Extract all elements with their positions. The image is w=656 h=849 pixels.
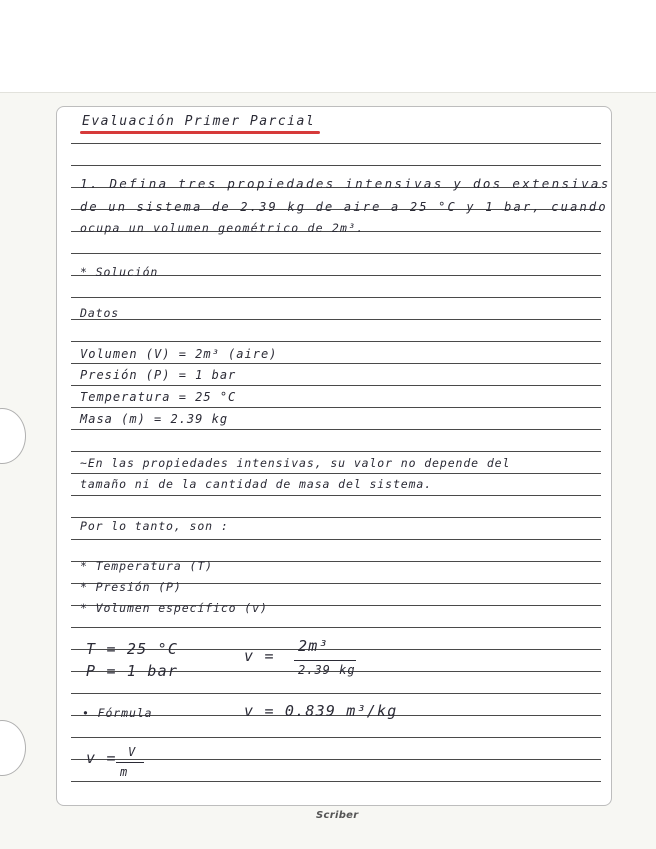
value-temperature: T = 25 °C bbox=[86, 640, 179, 658]
rule-line bbox=[71, 473, 601, 474]
data-item-pressure: Presión (P) = 1 bar bbox=[80, 368, 237, 382]
calc-v-prefix: v = bbox=[244, 647, 275, 665]
formula-denominator: m bbox=[120, 765, 129, 779]
therefore-line: Por lo tanto, son : bbox=[80, 519, 229, 533]
rule-line bbox=[71, 429, 601, 430]
calc-numerator: 2m³ bbox=[298, 637, 329, 655]
note-line-2: tamaño ni de la cantidad de masa del sistema. bbox=[80, 477, 433, 491]
rule-line bbox=[71, 517, 601, 518]
question-line-2: de un sistema de 2.39 kg de aire a 25 °C y 1 bar, cuando bbox=[80, 200, 608, 214]
rule-line bbox=[71, 539, 601, 540]
calc-denominator: 2.39 kg bbox=[298, 663, 356, 677]
rule-line bbox=[71, 781, 601, 782]
rule-line bbox=[71, 363, 601, 364]
rule-line bbox=[71, 407, 601, 408]
rule-line bbox=[71, 319, 601, 320]
formula-lhs: v = bbox=[86, 749, 117, 767]
solution-heading: * Solución bbox=[80, 265, 159, 279]
rule-line bbox=[71, 495, 601, 496]
brand-logo: Scriber bbox=[316, 810, 359, 821]
formula-numerator: V bbox=[128, 745, 137, 759]
data-heading: Datos bbox=[80, 306, 120, 320]
rule-line bbox=[71, 165, 601, 166]
rule-line bbox=[71, 451, 601, 452]
data-item-mass: Masa (m) = 2.39 kg bbox=[80, 412, 229, 426]
result-value: v = 0.839 m³/kg bbox=[244, 702, 398, 720]
title-underline bbox=[80, 131, 320, 134]
property-pressure: * Presión (P) bbox=[80, 580, 182, 594]
rule-line bbox=[71, 297, 601, 298]
formula-label: • Fórmula bbox=[82, 706, 153, 720]
data-item-temperature: Temperatura = 25 °C bbox=[80, 390, 237, 404]
property-temperature: * Temperatura (T) bbox=[80, 559, 214, 573]
rule-line bbox=[71, 627, 601, 628]
rule-line bbox=[71, 341, 601, 342]
rule-line bbox=[71, 693, 601, 694]
rule-line bbox=[71, 253, 601, 254]
page-title: Evaluación Primer Parcial bbox=[82, 114, 316, 129]
calc-fraction-bar bbox=[294, 660, 356, 661]
question-line-3: ocupa un volumen geométrico de 2m³. bbox=[80, 221, 365, 235]
value-pressure: P = 1 bar bbox=[86, 662, 179, 680]
note-line-1: ~En las propiedades intensivas, su valor no depende del bbox=[80, 456, 511, 470]
rule-line bbox=[71, 759, 601, 760]
rule-line bbox=[71, 737, 601, 738]
property-specific-volume: * Volumen específico (v) bbox=[80, 601, 268, 615]
rule-line bbox=[71, 385, 601, 386]
data-item-volume: Volumen (V) = 2m³ (aire) bbox=[80, 347, 278, 361]
formula-fraction-bar bbox=[116, 762, 144, 763]
rule-line bbox=[71, 143, 601, 144]
question-line-1: 1. Defina tres propiedades intensivas y dos extensivas bbox=[80, 176, 611, 191]
